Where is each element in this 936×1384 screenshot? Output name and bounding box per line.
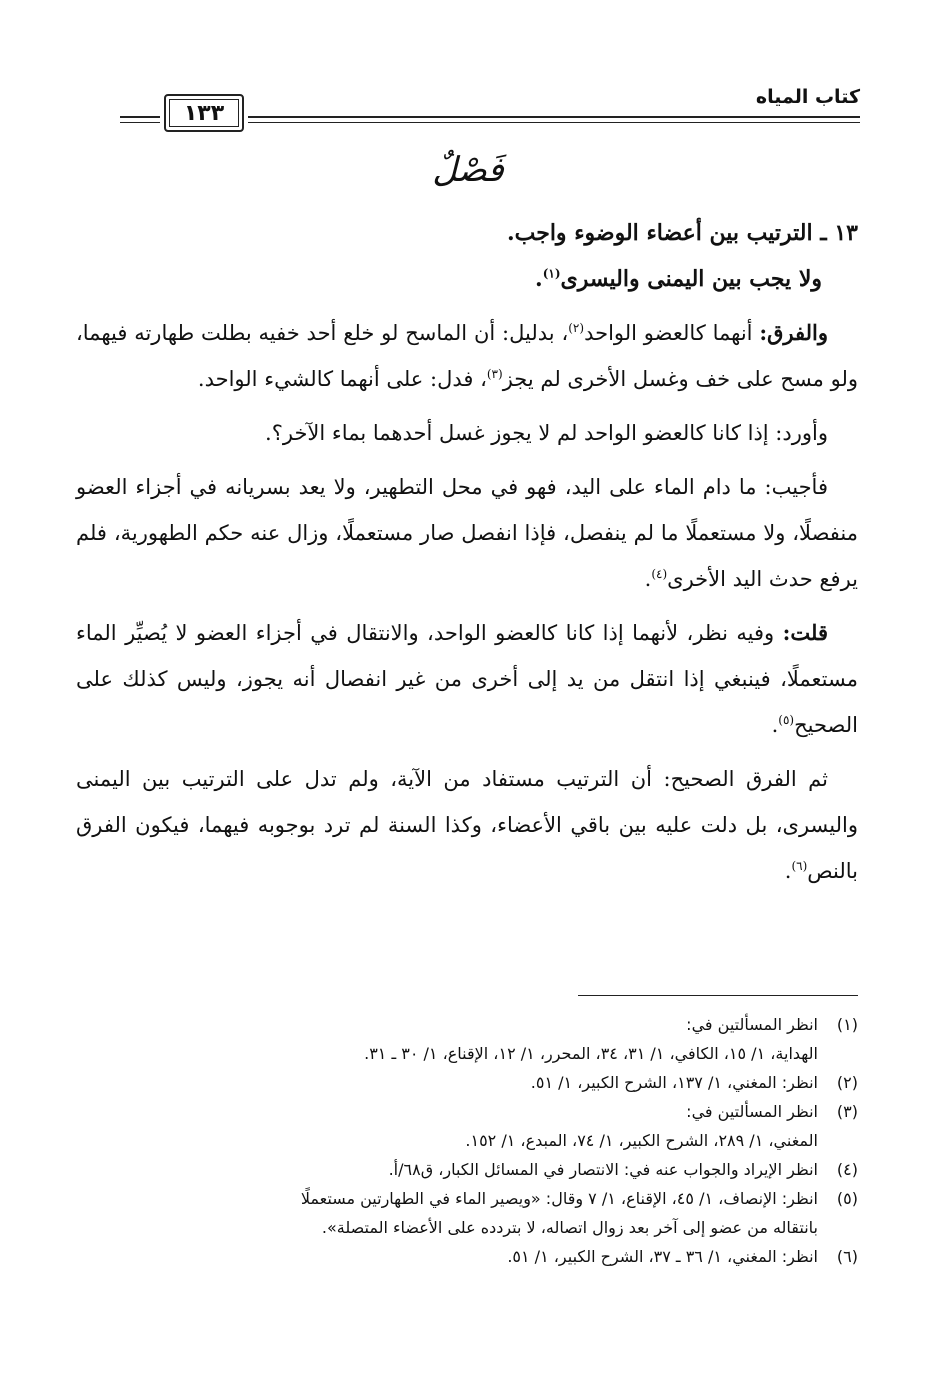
footnote-divider xyxy=(578,995,858,996)
page-header xyxy=(120,78,860,128)
footnote-line: انظر المسألتين في: xyxy=(686,1102,818,1121)
footnote-line: المغني، ١/ ٢٨٩، الشرح الكبير، ١/ ٧٤، المبدع، ١/ ١٥٢. xyxy=(465,1131,818,1150)
header-rule-left xyxy=(120,116,160,123)
header-rule-right xyxy=(248,116,860,123)
footnote-number: (٦) xyxy=(836,1247,858,1266)
footnote-number: (٢) xyxy=(836,1073,858,1092)
paragraph-text: ثم الفرق الصحيح: أن الترتيب مستفاد من الآية، ولم تدل على الترتيب بين اليمنى واليسرى، بل دلت عليه بين باقي الأعضاء، وكذا السنة لم ترد بوجوبه فيهما، فيكون الفرق بالنص xyxy=(76,767,858,883)
paragraph-text: فأجيب: ما دام الماء على اليد، فهو في محل التطهير، ولا يعد بسريانه في أجزاء العضو منفصلًا، ولا مستعملًا ما لم ينفصل، فإذا انفصل صار مستعملًا، وزال عنه حكم الطهورية، فلم يرفع حدث اليد الأخرى xyxy=(76,475,858,591)
paragraph-difference xyxy=(76,310,858,402)
paragraph-critique xyxy=(76,610,858,748)
page-number: ١٣٣ xyxy=(164,94,244,132)
footnote-line: انظر الإيراد والجواب عنه في: الانتصار في المسائل الكبار، ق٦٨/أ. xyxy=(388,1160,818,1179)
footnote-number: (٣) xyxy=(836,1102,858,1121)
rule-statement-2-text: ولا يجب بين اليمنى واليسرى xyxy=(560,266,822,292)
paragraph-text: ، بدليل: أن الماسح لو خلع أحد خفيه بطلت طهارته فيهما، ولو مسح على خف وغسل الأخرى لم يجز xyxy=(76,321,858,391)
footnote-line: بانتقاله من عضو إلى آخر بعد زوال اتصاله، لا بتردده على الأعضاء المتصلة». xyxy=(321,1218,818,1237)
rule-statement-1: ١٣ ـ الترتيب بين أعضاء الوضوء واجب. xyxy=(506,220,858,246)
footnote-ref: (٢) xyxy=(568,321,585,335)
paragraph-text: . xyxy=(771,713,779,737)
footnote-ref: (٣) xyxy=(486,367,503,381)
footnote-ref: (٤) xyxy=(651,567,668,581)
footnote-item xyxy=(76,1068,858,1097)
footnote-item xyxy=(76,1010,858,1068)
footnote-ref: (٥) xyxy=(778,713,795,727)
rule-statement-2-end: . xyxy=(535,266,543,292)
paragraph-objection xyxy=(76,410,858,456)
paragraph-correct-difference xyxy=(76,756,858,894)
main-text xyxy=(76,210,858,894)
paragraph-text: أنهما كالعضو الواحد xyxy=(584,321,760,345)
footnote-line: الهداية، ١/ ١٥، الكافي، ١/ ٣١، ٣٤، المحرر، ١/ ١٢، الإقناع، ١/ ٣٠ ـ ٣١. xyxy=(364,1044,818,1063)
paragraph-answer xyxy=(76,464,858,602)
footnote-item xyxy=(76,1097,858,1155)
footnote-ref: (١) xyxy=(542,266,561,281)
footnotes xyxy=(76,1010,858,1271)
footnote-item xyxy=(76,1155,858,1184)
footnote-line: انظر المسألتين في: xyxy=(686,1015,818,1034)
footnote-number: (٥) xyxy=(836,1189,858,1208)
footnote-line: انظر: المغني، ١/ ١٣٧، الشرح الكبير، ١/ ٥١. xyxy=(530,1073,818,1092)
footnote-line: انظر: الإنصاف، ١/ ٤٥، الإقناع، ١/ ٧ وقال: «ويصير الماء في الطهارتين مستعملًا xyxy=(300,1189,818,1208)
paragraph-text: وأورد: إذا كانا كالعضو الواحد لم لا يجوز غسل أحدهما بماء الآخر؟. xyxy=(265,421,828,445)
footnote-item xyxy=(76,1242,858,1271)
footnote-number: (١) xyxy=(836,1015,858,1034)
footnote-line: انظر: المغني، ١/ ٣٦ ـ ٣٧، الشرح الكبير، ١/ ٥١. xyxy=(507,1247,818,1266)
paragraph-text: . xyxy=(784,859,792,883)
footnote-ref: (٦) xyxy=(791,859,808,873)
paragraph-text: ، فدل: على أنهما كالشيء الواحد. xyxy=(197,367,487,391)
section-heading: فَصْلٌ xyxy=(432,150,504,190)
book-title: كتاب المياه xyxy=(755,86,860,108)
paragraph-text: . xyxy=(644,567,652,591)
paragraph-text: وفيه نظر، لأنهما إذا كانا كالعضو الواحد، والانتقال في أجزاء العضو لا يُصيِّر الماء مستعملًا، فينبغي إذا انتقل من يد إلى أخرى من غير انفصال أنه يجوز، وليس كذلك على الصحيح xyxy=(76,621,858,737)
paragraph-lead: والفرق: xyxy=(759,320,828,345)
paragraph-lead: قلت: xyxy=(782,620,828,645)
footnote-item xyxy=(76,1184,858,1242)
rule-statement-2 xyxy=(76,256,858,302)
footnote-number: (٤) xyxy=(836,1160,858,1179)
